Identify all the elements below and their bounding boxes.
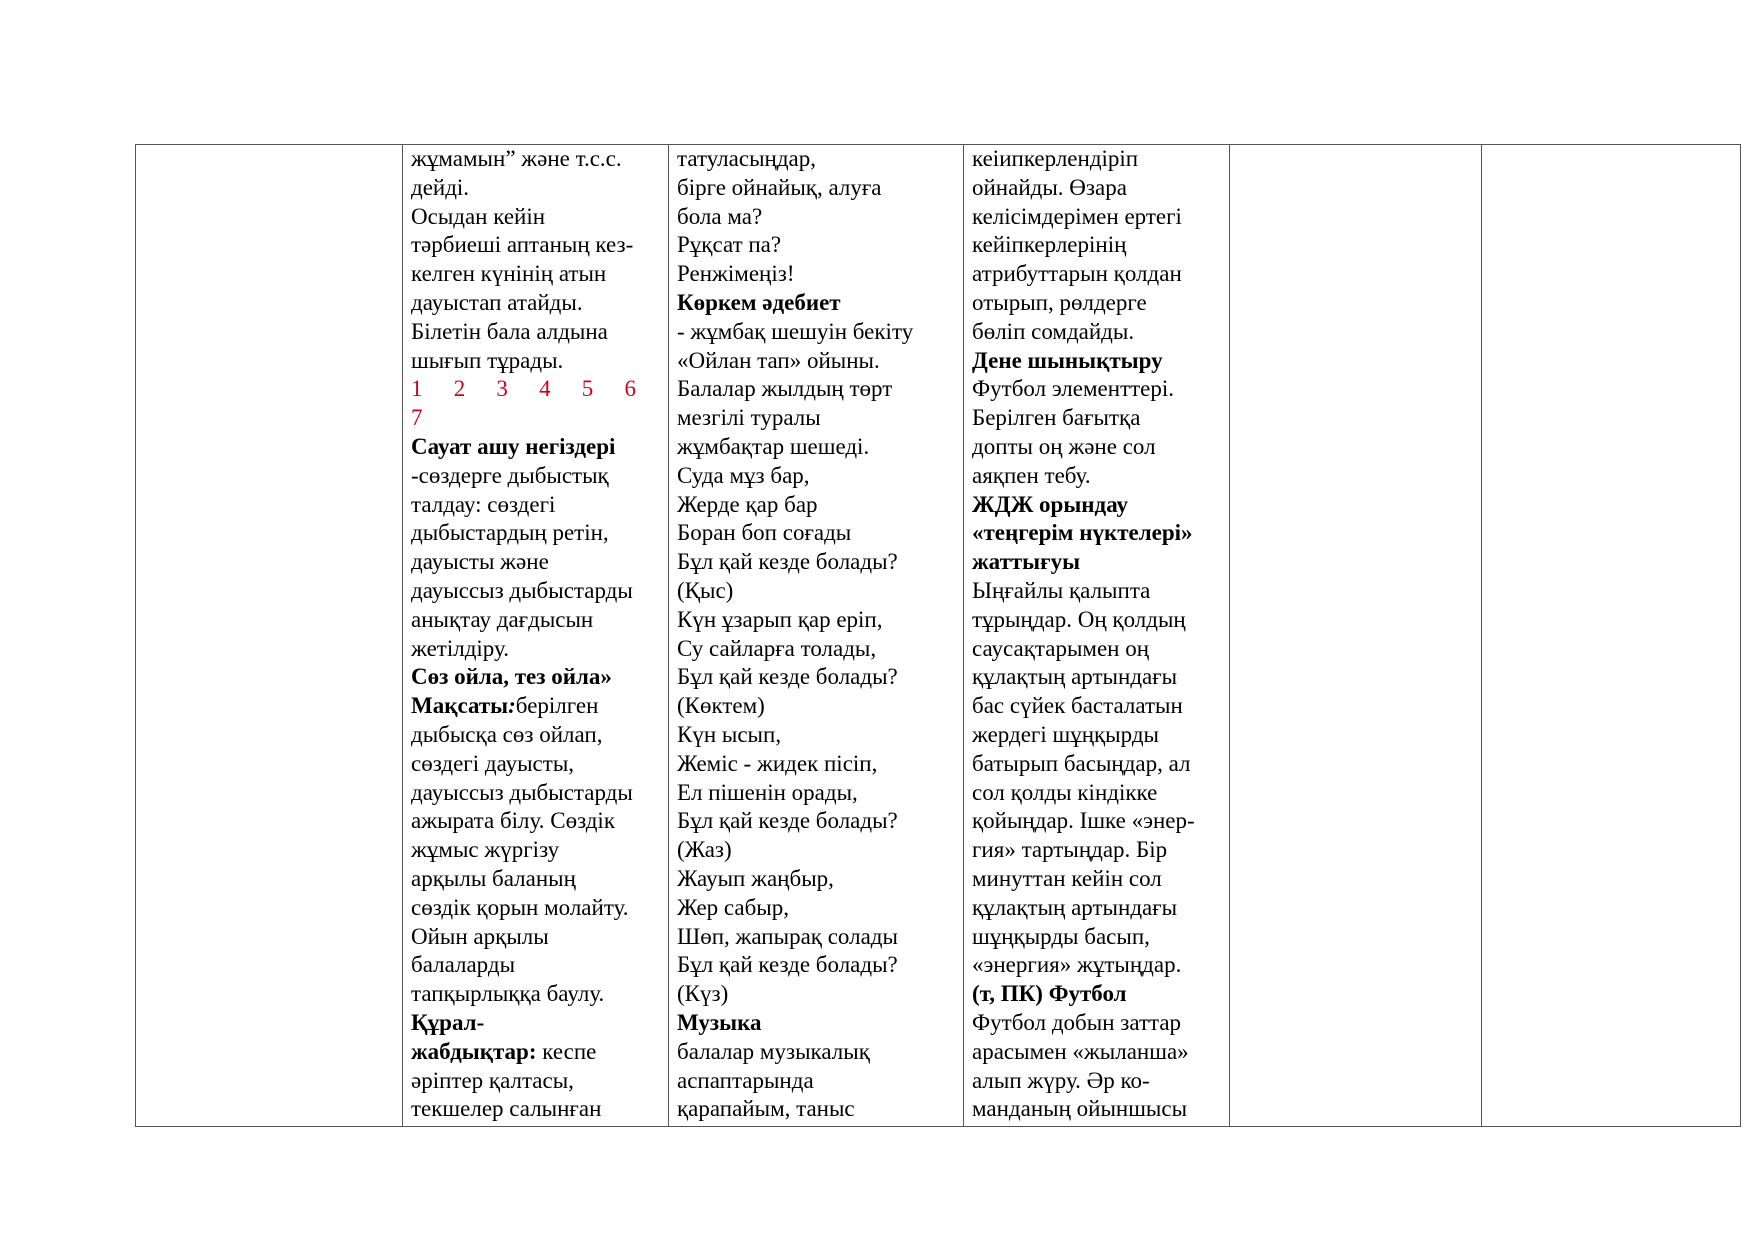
- text-line: жұмыс жүргізу: [411, 837, 560, 863]
- text-line: Бұл қай кезде болады?: [677, 549, 898, 575]
- text-line: тәрбиеші аптаның кез-: [411, 232, 634, 258]
- text-line: сөздегі дауысты,: [411, 750, 575, 776]
- text-line: ойнайды. Өзара: [972, 174, 1127, 200]
- text-line: бөліп сомдайды.: [972, 318, 1135, 344]
- text-line: (Қыс): [677, 577, 734, 603]
- text-line: гия» тартыңдар. Бір: [972, 837, 1168, 863]
- text-line: мезгілі туралы: [677, 405, 821, 431]
- goal-colon: :: [508, 693, 516, 719]
- text-line: Шөп, жапырақ солады: [677, 923, 898, 949]
- section-heading: Дене шынықтыру: [972, 347, 1163, 373]
- table-row: [136, 145, 1741, 1127]
- text-line: бірге ойнайық, алуға: [677, 174, 882, 200]
- text-line: тапқырлыққа баулу.: [411, 981, 605, 1007]
- text-line: Рұқсат па?: [677, 232, 782, 258]
- cell-col2-text-block-3: [411, 721, 660, 1038]
- text-line: дыбысқа сөз ойлап,: [411, 721, 603, 747]
- text-line: әріптер қалтасы,: [411, 1067, 574, 1093]
- section-heading: (т, ПК) Футбол: [972, 981, 1127, 1007]
- text-line: Балалар жылдың төрт: [677, 376, 893, 402]
- text-line: аспаптарында: [677, 1067, 814, 1093]
- text-line: жетілдіру.: [411, 635, 509, 661]
- cell-col2: [403, 145, 669, 1127]
- text-line: сол қолды кіндікке: [972, 779, 1158, 805]
- text-line: қарапайым, таныс: [677, 1096, 855, 1122]
- text-line: татуласыңдар,: [677, 146, 816, 171]
- text-line: Боран боп соғады: [677, 520, 852, 546]
- section-heading: Сөз ойла, тез ойла»: [411, 664, 612, 690]
- text-line: Жер сабыр,: [677, 894, 790, 920]
- text-line: текшелер салынған: [411, 1096, 602, 1122]
- text-line: Білетін бала алдына: [411, 318, 608, 344]
- day-number: 3: [496, 376, 508, 402]
- text-line: (Көктем): [677, 693, 765, 719]
- text-line: кейіпкерлерінің: [972, 232, 1127, 258]
- text-line: Ел пішенін орады,: [677, 779, 858, 805]
- text-line: Жеміс - жидек пісіп,: [677, 750, 878, 776]
- text-line: ажырата білу. Сөздік: [411, 808, 616, 834]
- goal-label: Мақсаты: [411, 693, 509, 719]
- text-line: кеіипкерлендіріп: [972, 146, 1139, 171]
- text-line: арасымен «жыланша»: [972, 1038, 1189, 1064]
- text-line: шұңқырды басып,: [972, 923, 1150, 949]
- text-line: қойыңдар. Ішке «энер-: [972, 808, 1195, 834]
- text-line: дауыстап атайды.: [411, 289, 583, 315]
- cell-col2-text-block-4: [411, 1067, 660, 1125]
- text-line: жұмамын” және т.с.с.: [411, 146, 622, 171]
- section-heading: Көркем әдебиет: [677, 289, 841, 315]
- equipment-label: жабдықтар:: [411, 1038, 537, 1064]
- day-number: 5: [581, 376, 594, 402]
- day-number: 4: [539, 376, 551, 402]
- cell-col4: [964, 145, 1230, 1127]
- day-number: 2: [453, 376, 466, 402]
- cell-col4-text: [972, 145, 1221, 1124]
- equipment-text: кеспе: [536, 1038, 597, 1064]
- text-line: анықтау дағдысын: [411, 606, 594, 632]
- text-line: бас сүйек басталатын: [972, 693, 1183, 719]
- text-line: Берілген бағытқа: [972, 405, 1141, 431]
- text-line: (Жаз): [677, 837, 732, 863]
- text-line: құлақтың артындағы: [972, 894, 1178, 920]
- text-line: Ыңғайлы қалыпта: [972, 577, 1151, 603]
- text-line: Суда мұз бар,: [677, 462, 810, 488]
- text-line: Футбол добын заттар: [972, 1009, 1182, 1035]
- text-line: Су сайларға толады,: [677, 635, 877, 661]
- text-line: Бұл қай кезде болады?: [677, 952, 898, 978]
- text-line: Футбол элементтері.: [972, 376, 1175, 402]
- cell-col2-text-block-2: [411, 433, 660, 692]
- text-line: сөздік қорын молайту.: [411, 894, 629, 920]
- text-line: Ренжімеңіз!: [677, 261, 795, 287]
- text-line: допты оң және сол: [972, 433, 1156, 459]
- text-line: Бұл қай кезде болады?: [677, 808, 898, 834]
- text-line: «Ойлан тап» ойыны.: [677, 347, 880, 373]
- text-line: бола ма?: [677, 203, 763, 229]
- text-line: дейді.: [411, 174, 470, 200]
- section-heading: Музыка: [677, 1009, 762, 1035]
- text-line: минуттан кейін сол: [972, 865, 1162, 891]
- text-line: балалар музыкалық: [677, 1038, 870, 1064]
- text-line: - жұмбақ шешуін бекіту: [677, 318, 914, 344]
- text-line: Осыдан кейін: [411, 203, 546, 229]
- text-line: келісімдерімен ертегі: [972, 203, 1182, 229]
- text-line: Жерде қар бар: [677, 491, 818, 517]
- day-number: 6: [624, 376, 636, 402]
- text-line: дыбыстардың ретін,: [411, 520, 609, 546]
- cell-col1: [136, 145, 403, 1127]
- lesson-plan-table: [135, 144, 1741, 1127]
- goal-line: [411, 692, 660, 721]
- text-line: Күн ысып,: [677, 721, 782, 747]
- text-line: батырып басыңдар, ал: [972, 750, 1191, 776]
- text-line: (Күз): [677, 981, 729, 1007]
- cell-col6: [1482, 145, 1741, 1127]
- day-number-last: 7: [411, 405, 423, 431]
- text-line: отырып, рөлдерге: [972, 289, 1147, 315]
- text-line: жұмбақтар шешеді.: [677, 433, 870, 459]
- section-heading: жаттығуы: [972, 549, 1081, 575]
- equipment-line: [411, 1038, 660, 1067]
- section-heading: «теңгерім нүктелері»: [972, 520, 1193, 546]
- text-line: -сөздерге дыбыстық: [411, 462, 609, 488]
- text-line: жердегі шұңқырды: [972, 721, 1159, 747]
- text-line: «энергия» жұтыңдар.: [972, 952, 1182, 978]
- text-line: дауыссыз дыбыстарды: [411, 577, 633, 603]
- text-line: Ойын арқылы: [411, 923, 549, 949]
- text-line: Күн ұзарып қар еріп,: [677, 606, 883, 632]
- text-line: шығып тұрады.: [411, 347, 564, 373]
- text-line: талдау: сөздегі: [411, 491, 556, 517]
- text-line: саусақтарымен оң: [972, 635, 1150, 661]
- day-numbers-row: [411, 375, 636, 404]
- goal-text: берілген: [515, 693, 599, 719]
- text-line: дауысты және: [411, 549, 549, 575]
- text-line: манданың ойыншысы: [972, 1096, 1188, 1122]
- text-line: Жауып жаңбыр,: [677, 865, 834, 891]
- text-line: аяқпен тебу.: [972, 462, 1091, 488]
- cell-col5: [1230, 145, 1482, 1127]
- text-line: дауыссыз дыбыстарды: [411, 779, 633, 805]
- day-number: 1: [411, 376, 423, 402]
- cell-col3-text: [677, 145, 955, 1124]
- text-line: балаларды: [411, 952, 516, 978]
- text-line: тұрыңдар. Оң қолдың: [972, 606, 1186, 632]
- cell-col2-text-block-1: [411, 145, 660, 375]
- section-heading: Құрал-: [411, 1009, 485, 1035]
- text-line: құлақтың артындағы: [972, 664, 1178, 690]
- section-heading: Сауат ашу негіздері: [411, 433, 616, 459]
- text-line: арқылы баланың: [411, 865, 576, 891]
- text-line: атрибуттарын қолдан: [972, 261, 1182, 287]
- text-line: келген күнінің атын: [411, 261, 607, 287]
- section-heading: ЖДЖ орындау: [972, 491, 1129, 517]
- text-line: Бұл қай кезде болады?: [677, 664, 898, 690]
- text-line: алып жүру. Әр ко-: [972, 1067, 1150, 1093]
- cell-col3: [669, 145, 964, 1127]
